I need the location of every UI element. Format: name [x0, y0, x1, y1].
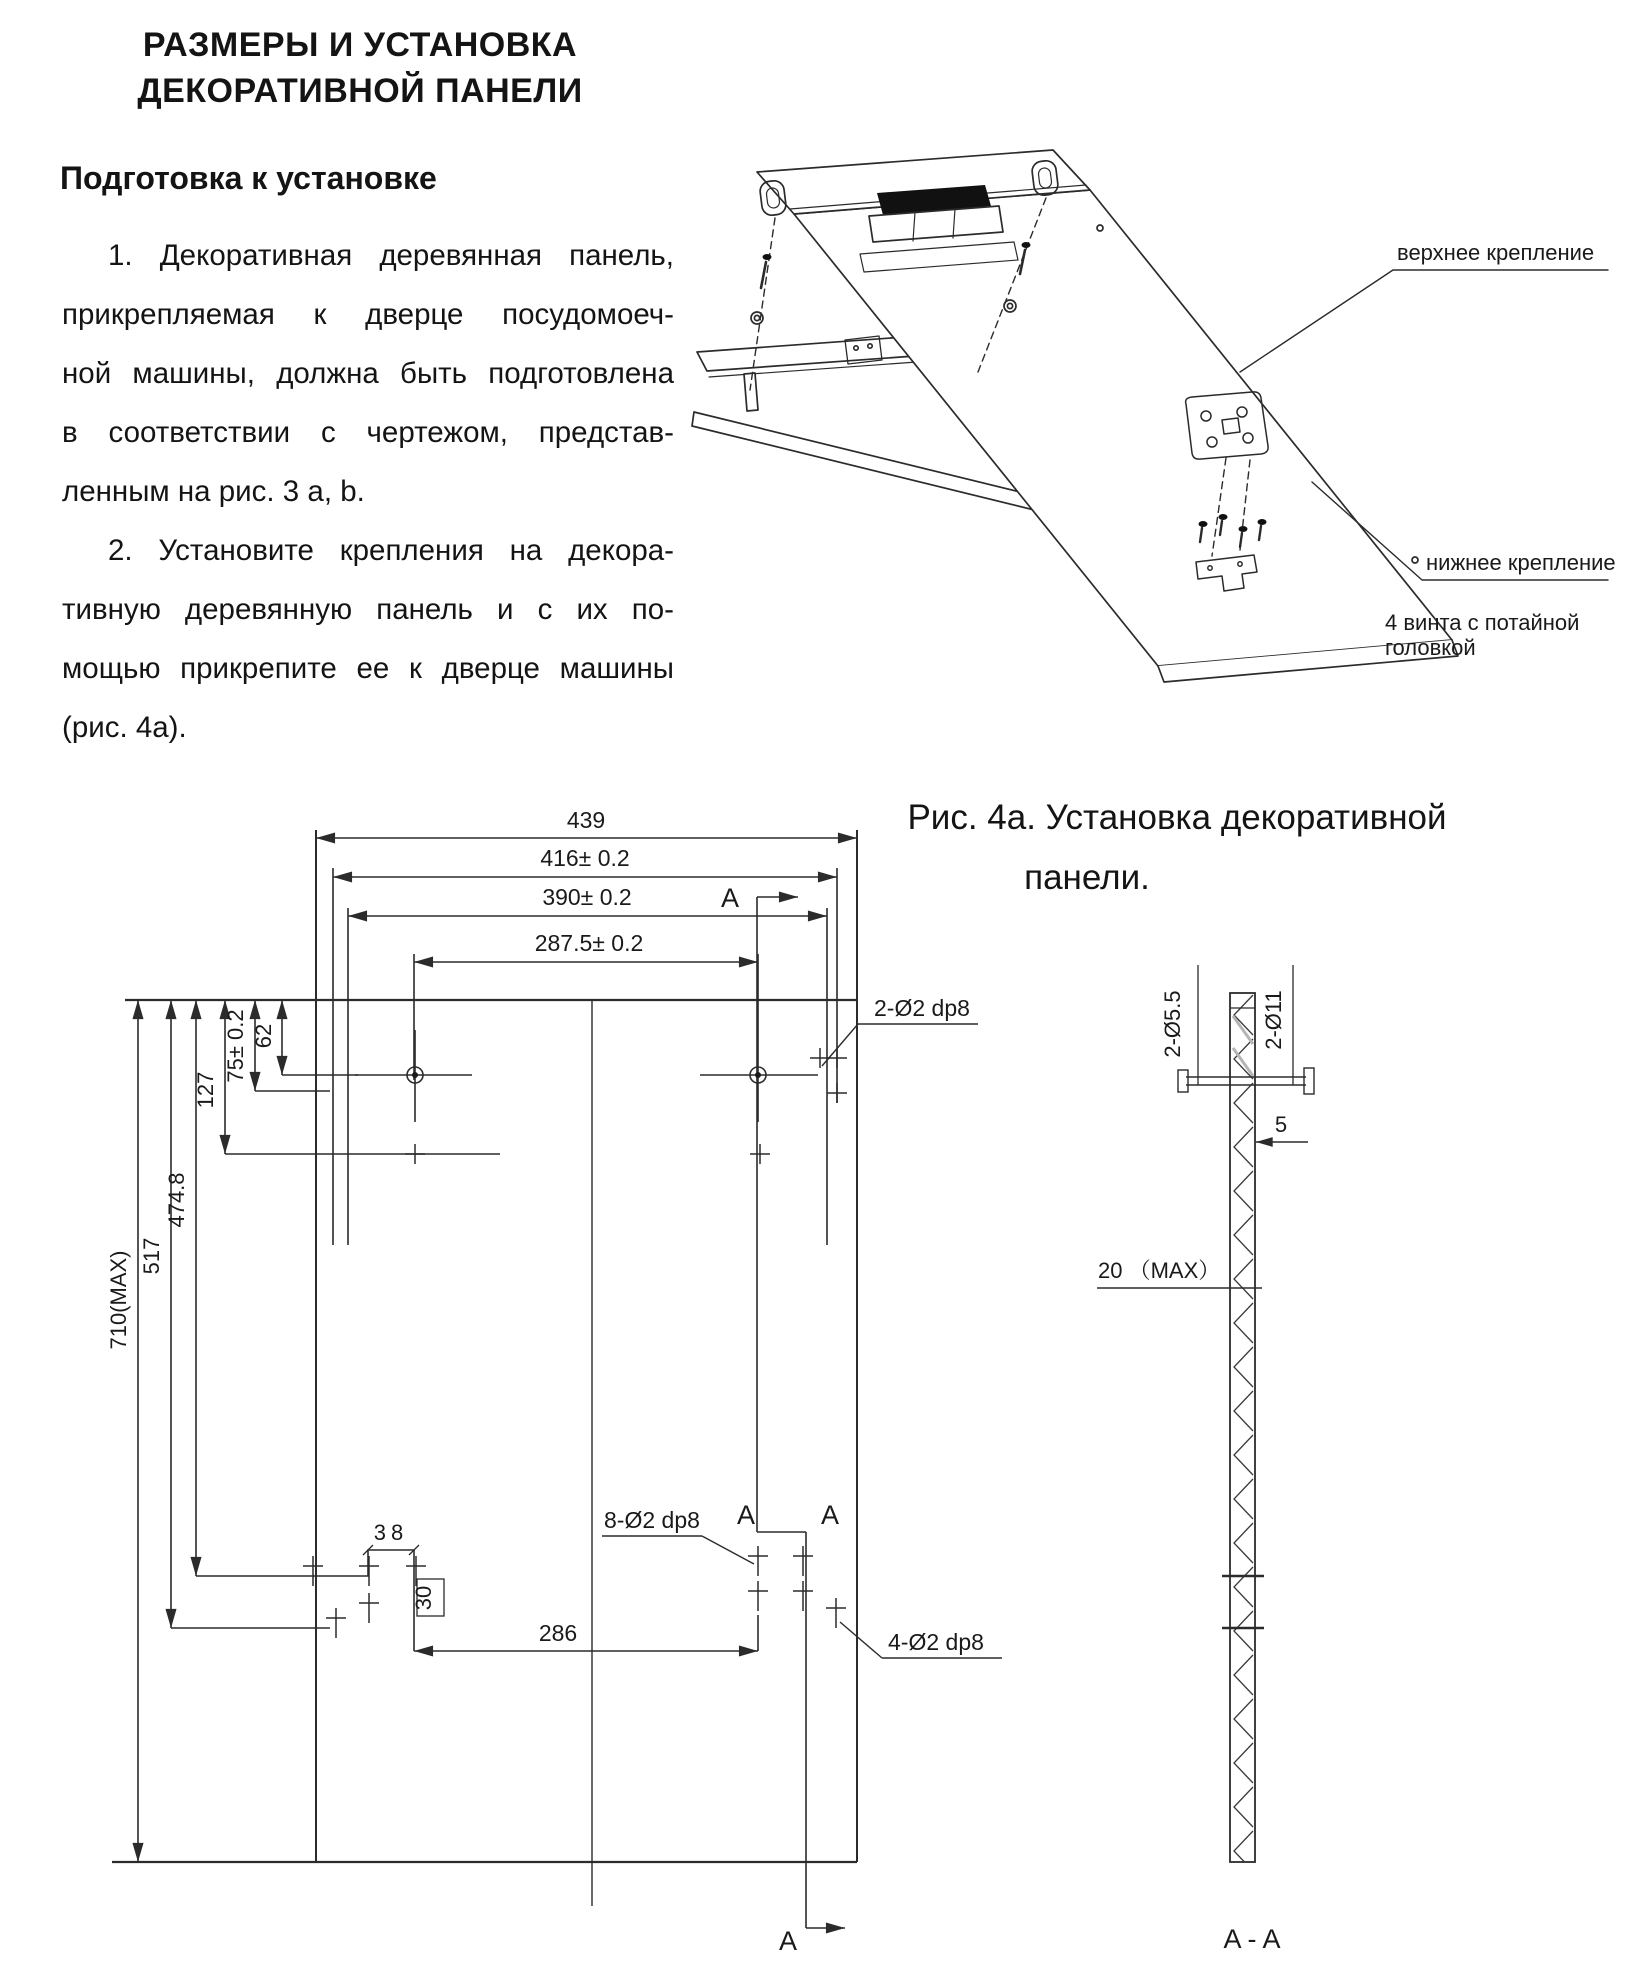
dim-517: 517	[139, 1237, 164, 1275]
paragraph-line: 1. Декоративная деревянная панель,	[108, 239, 674, 272]
dim-416: 416± 0.2	[540, 845, 630, 871]
iso-figure	[692, 150, 1616, 682]
figure-caption-line1: Рис. 4а. Установка декоративной	[907, 798, 1447, 837]
dim-390: 390± 0.2	[542, 884, 632, 910]
dim-5: 5	[1274, 1112, 1288, 1137]
label-8holes: 8-Ø2 dp8	[604, 1507, 700, 1533]
paragraph-line: ной машины, должна быть подготовлена	[62, 357, 674, 390]
paragraph-line: в соответствии с чертежом, представ-	[62, 416, 674, 449]
dim-286: 286	[538, 1620, 578, 1646]
notch	[340, 1520, 444, 1651]
paragraph-line: ленным на рис. 3 a, b.	[62, 475, 365, 508]
paragraph-line: тивную деревянную панель и с их по-	[62, 593, 674, 626]
paragraph-line: (рис. 4а).	[62, 711, 187, 744]
section-title: A - A	[1223, 1924, 1281, 1954]
screws-label-line2: головкой	[1385, 635, 1476, 660]
dim-439: 439	[566, 807, 606, 833]
dim-62: 62	[251, 1023, 276, 1049]
section-letter-bottom: A	[778, 1926, 798, 1956]
section-letter-mid-right: A	[820, 1500, 840, 1530]
section-letter-top: A	[720, 883, 740, 913]
page-title-line2: ДЕКОРАТИВНОЙ ПАНЕЛИ	[137, 72, 583, 110]
dim-474: 474.8	[164, 1172, 189, 1228]
front-view	[106, 807, 1002, 1956]
section-heading: Подготовка к установке	[60, 160, 437, 196]
dim-710: 710(MAX)	[106, 1250, 131, 1350]
dim-127: 127	[193, 1071, 218, 1109]
dim-20max: 20 （MAX）	[1098, 1258, 1221, 1283]
side-view	[1097, 965, 1314, 1954]
paragraph-line: прикрепляемая к дверце посудомоеч-	[62, 298, 674, 331]
page-title-line1: РАЗМЕРЫ И УСТАНОВКА	[142, 26, 578, 64]
label-2holes: 2-Ø2 dp8	[874, 995, 970, 1021]
dim-287: 287.5± 0.2	[534, 930, 644, 956]
dim-75: 75± 0.2	[223, 1009, 248, 1083]
dim-38: 38	[373, 1520, 409, 1545]
paragraph-line: 2. Установите крепления на декора-	[108, 534, 674, 567]
label-4holes: 4-Ø2 dp8	[888, 1629, 984, 1655]
figure-caption-line2: панели.	[1024, 858, 1150, 897]
upper-mount-label: верхнее крепление	[1397, 240, 1595, 265]
lower-mount-label: нижнее крепление	[1426, 550, 1616, 575]
dim-30: 30	[411, 1585, 436, 1611]
paragraph-line: мощью прикрепите ее к дверце машины	[62, 652, 674, 685]
dim-2d11: 2-Ø11	[1261, 990, 1286, 1050]
screws-label-line1: 4 винта с потайной	[1385, 610, 1580, 635]
section-letter-mid-left: A	[736, 1500, 756, 1530]
dim-2d55: 2-Ø5.5	[1160, 990, 1185, 1058]
upper-hole-right	[700, 1030, 818, 1122]
